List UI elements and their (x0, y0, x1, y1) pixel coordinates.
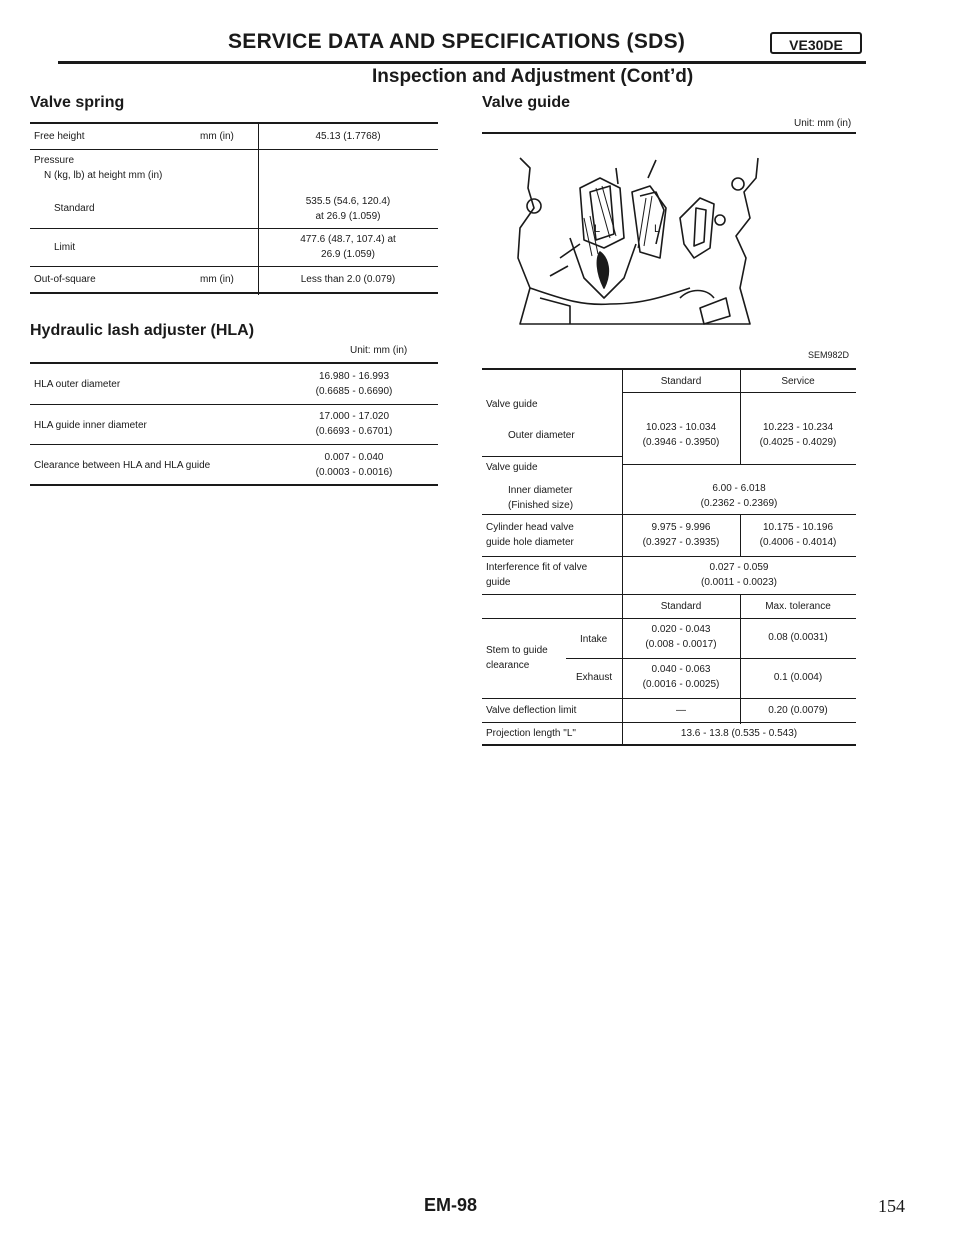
outer-dia-label: Valve guide (486, 399, 538, 410)
stem-clearance-label: clearance (486, 660, 530, 671)
hole-dia-label: Cylinder head valve (486, 522, 574, 533)
inner-dia-value: 6.00 - 6.018 (712, 483, 766, 494)
page-title: SERVICE DATA AND SPECIFICATIONS (SDS) (228, 30, 686, 53)
free-height-unit: mm (in) (200, 131, 234, 142)
standard-label: Standard (54, 203, 95, 214)
hla-row-label: HLA guide inner diameter (34, 420, 147, 431)
col-standard: Standard (660, 376, 702, 387)
projection-value: 13.6 - 13.8 (0.535 - 0.543) (680, 728, 798, 739)
hla-row-label: Clearance between HLA and HLA guide (34, 460, 211, 471)
engine-badge: VE30DE (770, 32, 862, 54)
inner-dia-label: Valve guide (486, 462, 538, 473)
valve-guide-unit: Unit: mm (in) (794, 118, 852, 129)
intake-std: 0.020 - 0.043 (651, 624, 711, 635)
valve-guide-title: Valve guide (482, 94, 571, 111)
hole-dia-srv: 10.175 - 10.196 (762, 522, 834, 533)
table-rule (30, 444, 438, 445)
figure-letter: L (594, 223, 601, 235)
hla-title: Hydraulic lash adjuster (HLA) (30, 322, 255, 339)
standard-value: at 26.9 (1.059) (315, 211, 381, 222)
table-rule (482, 722, 856, 723)
page-code: EM-98 (424, 1195, 478, 1215)
stem-clearance-label: Stem to guide (486, 645, 548, 656)
table-rule (30, 266, 438, 267)
deflection-max: 0.20 (0.0079) (768, 705, 828, 716)
limit-value: 477.6 (48.7, 107.4) at (300, 234, 396, 245)
pressure-label: Pressure (34, 155, 75, 166)
hla-row-value: (0.6693 - 0.6701) (315, 426, 393, 437)
out-of-square-unit: mm (in) (200, 274, 234, 285)
deflection-std: — (676, 705, 686, 716)
outer-dia-std: (0.3946 - 0.3950) (642, 437, 720, 448)
table-rule (622, 392, 856, 393)
table-rule (482, 744, 856, 746)
hole-dia-label: guide hole diameter (486, 537, 574, 548)
hla-table (30, 362, 438, 488)
pressure-sublabel: N (kg, lb) at height mm (in) (44, 170, 163, 181)
valve-spring-title: Valve spring (30, 94, 125, 111)
interference-label: Interference fit of valve (486, 562, 588, 573)
exhaust-max: 0.1 (0.004) (773, 672, 823, 683)
header-rule (58, 61, 866, 64)
table-rule (482, 514, 856, 515)
limit-label: Limit (54, 242, 76, 253)
hla-row-value: (0.0003 - 0.0016) (315, 467, 393, 478)
interference-label: guide (486, 577, 511, 588)
hole-dia-std: 9.975 - 9.996 (651, 522, 711, 533)
table-rule (566, 658, 856, 659)
col-standard-2: Standard (660, 601, 702, 612)
hole-dia-srv: (0.4006 - 0.4014) (759, 537, 837, 548)
table-rule (30, 484, 438, 486)
intake-std: (0.008 - 0.0017) (645, 639, 717, 650)
table-rule (30, 122, 438, 124)
figure-code: SEM982D (808, 350, 850, 360)
exhaust-std: 0.040 - 0.063 (651, 664, 711, 675)
hla-row-value: 16.980 - 16.993 (318, 371, 390, 382)
outer-dia-std: 10.023 - 10.034 (645, 422, 717, 433)
hole-dia-std: (0.3927 - 0.3935) (642, 537, 720, 548)
hla-row-label: HLA outer diameter (34, 379, 121, 390)
free-height-value: 45.13 (1.7768) (315, 131, 381, 142)
page-number: 154 (878, 1196, 905, 1216)
exhaust-label: Exhaust (576, 672, 613, 683)
col-max-tolerance: Max. tolerance (765, 601, 831, 612)
free-height-label: Free height (34, 131, 85, 142)
table-rule (482, 456, 622, 457)
out-of-square-label: Out-of-square (34, 274, 96, 285)
outer-dia-srv: 10.223 - 10.234 (762, 422, 834, 433)
table-rule (482, 618, 856, 619)
table-rule (482, 698, 856, 699)
table-rule (622, 464, 856, 465)
col-service: Service (781, 376, 815, 387)
valve-guide-table (482, 368, 856, 748)
inner-dia-value: (0.2362 - 0.2369) (700, 498, 778, 509)
limit-value: 26.9 (1.059) (321, 249, 375, 260)
outer-dia-srv: (0.4025 - 0.4029) (759, 437, 837, 448)
intake-label: Intake (580, 634, 608, 645)
exhaust-std: (0.0016 - 0.0025) (642, 679, 720, 690)
valve-spring-table (30, 122, 438, 297)
interference-value: 0.027 - 0.059 (709, 562, 769, 573)
outer-dia-label: Outer diameter (508, 430, 575, 441)
table-rule (30, 362, 438, 364)
interference-value: (0.0011 - 0.0023) (701, 577, 777, 588)
table-rule (482, 556, 856, 557)
inner-dia-label: Inner diameter (508, 485, 573, 496)
standard-value: 535.5 (54.6, 120.4) (305, 196, 391, 207)
hla-unit: Unit: mm (in) (350, 345, 408, 356)
intake-max: 0.08 (0.0031) (768, 632, 828, 643)
table-rule (30, 149, 438, 150)
table-rule (30, 404, 438, 405)
table-rule (482, 594, 856, 595)
table-rule (30, 228, 438, 229)
hla-row-value: 17.000 - 17.020 (318, 411, 390, 422)
section-rule (482, 132, 856, 134)
table-rule (482, 368, 856, 370)
valve-guide-figure (500, 148, 780, 334)
hla-row-value: (0.6685 - 0.6690) (315, 386, 393, 397)
figure-letter: L (654, 223, 661, 235)
deflection-label: Valve deflection limit (486, 705, 577, 716)
hla-row-value: 0.007 - 0.040 (324, 452, 384, 463)
projection-label: Projection length "L" (486, 728, 576, 739)
page-subtitle: Inspection and Adjustment (Cont’d) (372, 66, 694, 87)
out-of-square-value: Less than 2.0 (0.079) (300, 274, 396, 285)
table-rule (30, 292, 438, 294)
inner-dia-label: (Finished size) (508, 500, 574, 511)
